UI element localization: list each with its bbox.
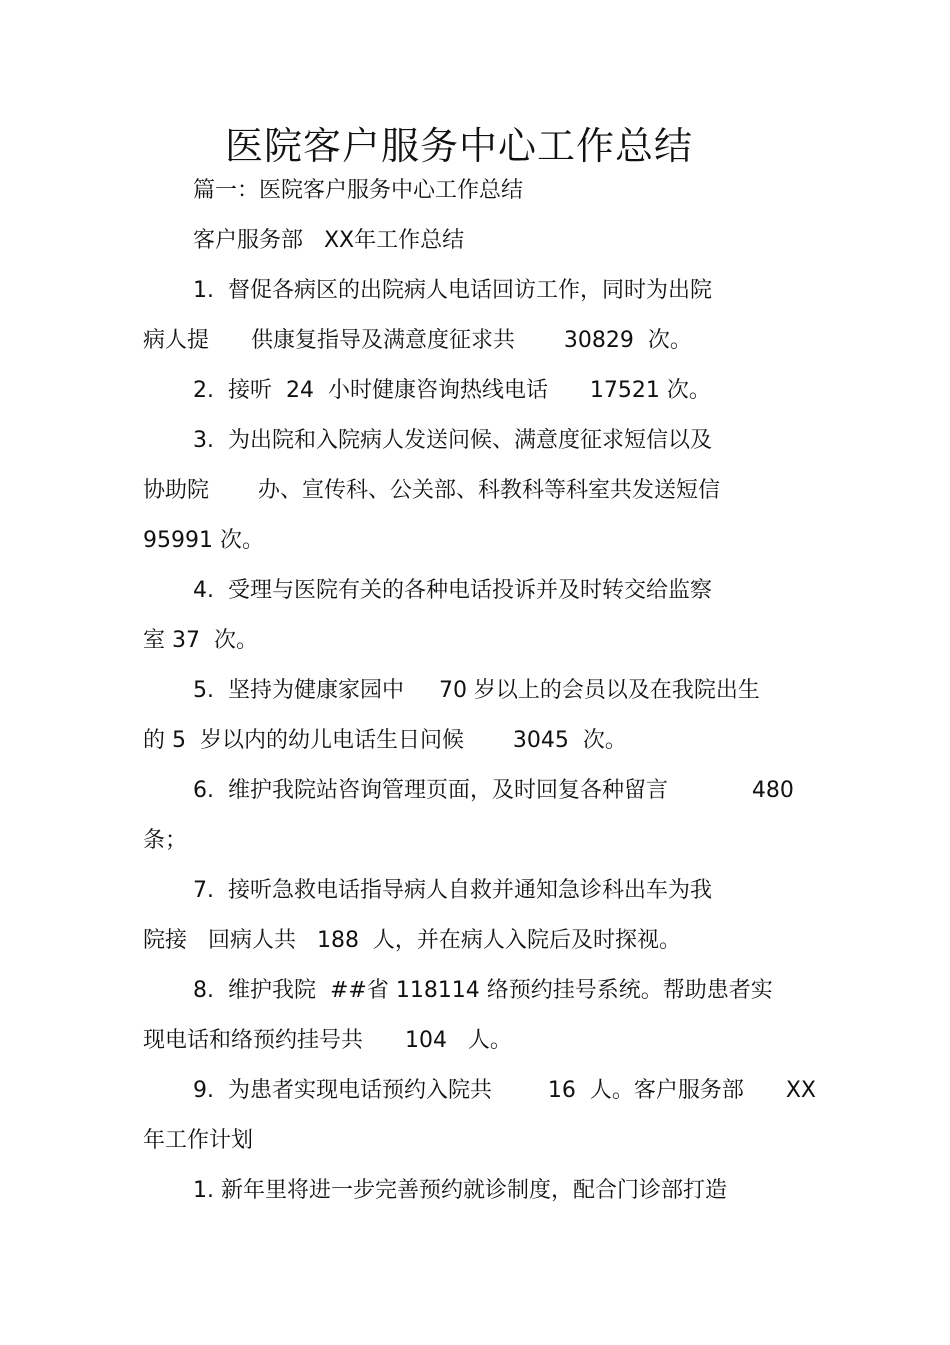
text-line: 7. 接听急救电话指导病人自救并通知急诊科出车为我 bbox=[193, 878, 712, 903]
text-line: 条； bbox=[143, 828, 188, 853]
text-line: 病人提 供康复指导及满意度征求共 30829 次。 bbox=[143, 328, 692, 353]
text-line: 的 5 岁以内的幼儿电话生日问候 3045 次。 bbox=[143, 728, 627, 753]
text-line: 年工作计划 bbox=[143, 1128, 254, 1153]
text-line: 8. 维护我院 ##省 118114 络预约挂号系统。帮助患者实 bbox=[193, 978, 773, 1003]
text-line: 室 37 次。 bbox=[143, 628, 258, 653]
text-line: 院接 回病人共 188 人，并在病人入院后及时探视。 bbox=[143, 928, 681, 953]
text-line: 篇一：医院客户服务中心工作总结 bbox=[193, 178, 524, 203]
text-line: 协助院 办、宣传科、公关部、科教科等科室共发送短信 bbox=[143, 478, 720, 503]
text-line: 4. 受理与医院有关的各种电话投诉并及时转交给监察 bbox=[193, 578, 712, 603]
text-line: 3. 为出院和入院病人发送问候、满意度征求短信以及 bbox=[193, 428, 712, 453]
text-line: 5. 坚持为健康家园中 70 岁以上的会员以及在我院出生 bbox=[193, 678, 760, 703]
document-title: 医院客户服务中心工作总结 bbox=[224, 124, 693, 168]
text-line: 95991 次。 bbox=[143, 528, 264, 553]
text-line: 9. 为患者实现电话预约入院共 16 人。客户服务部 XX bbox=[193, 1078, 817, 1103]
text-line: 现电话和络预约挂号共 104 人。 bbox=[143, 1028, 512, 1053]
text-line: 1. 新年里将进一步完善预约就诊制度，配合门诊部打造 bbox=[193, 1178, 727, 1203]
text-line: 6. 维护我院站咨询管理页面，及时回复各种留言 480 bbox=[193, 778, 794, 803]
text-line: 1. 督促各病区的出院病人电话回访工作，同时为出院 bbox=[193, 278, 712, 303]
text-line: 2. 接听 24 小时健康咨询热线电话 17521 次。 bbox=[193, 378, 711, 403]
text-line: 客户服务部 XX年工作总结 bbox=[193, 228, 465, 253]
